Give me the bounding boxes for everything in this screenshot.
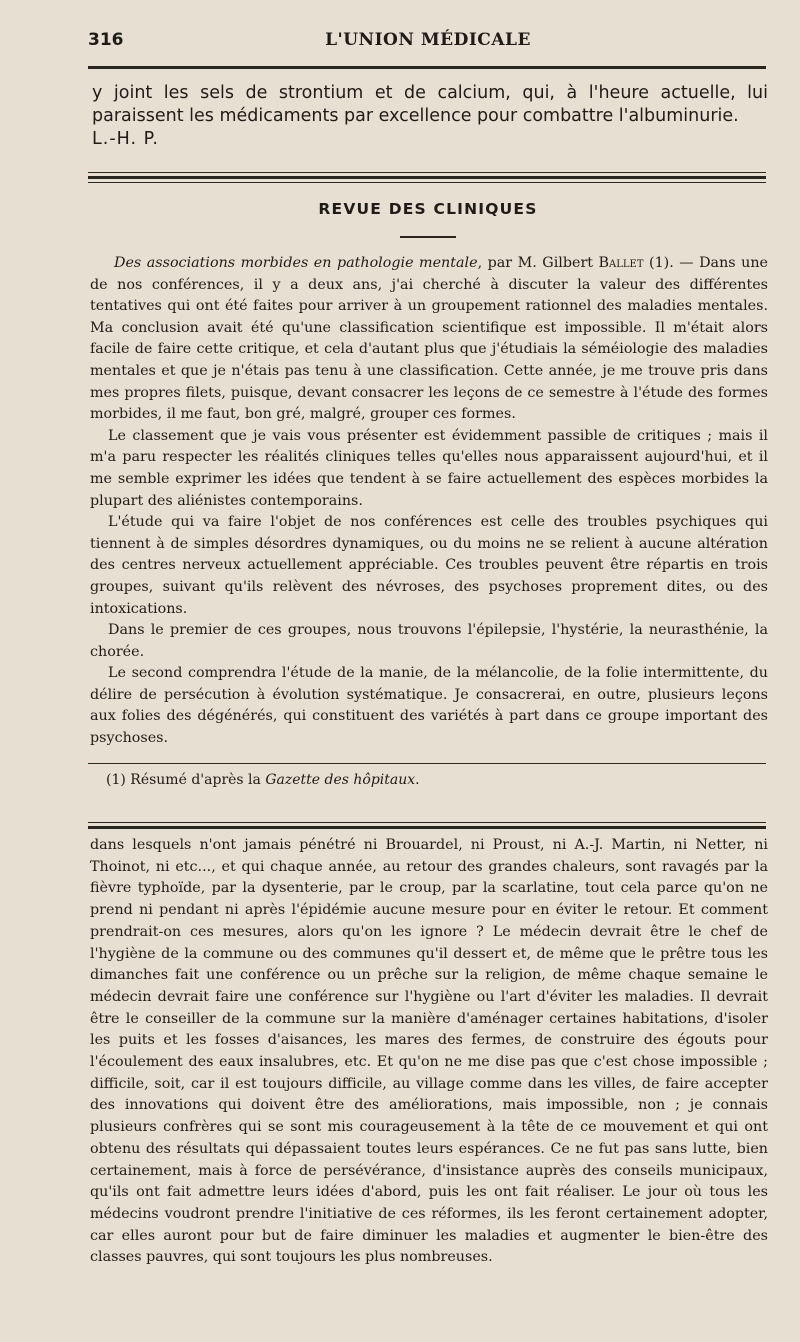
article-paragraph-2: Le classement que je vais vous présenter est évidemment passible de critiques ; mais il m'a paru respecter les réalités cliniques telles qu'elles nous apparaissent aujourd'hui, et il me semble exprimer les idées que tendent à se faire actuellement des espèces morbides la plupart des aliénistes contemporains. (90, 427, 768, 509)
continuation-rule-top (88, 822, 766, 823)
footnote-ref: (1). (643, 255, 674, 271)
article-paragraph-1 (90, 253, 768, 426)
footnote-source: Gazette des hôpitaux (265, 772, 416, 788)
article-paragraph-1-text: — Dans une de nos conférences, il y a deux ans, j'ai cherché à discuter la valeur des différentes tentatives qui ont été faites pour arriver à un groupement rationnel des maladies mentales. Ma conclusion avait été qu'une classification scientifique est impossible. Il m'était alors facile de faire cette critique, et cela d'autant plus que j'étudiais la séméiologie des maladies mentales et que je n'étais pas tenu à une classification. Cette année, je me trouve pris dans mes propres filets, puisque, devant consacrer les leçons de ce semestre à l'étude des formes morbides, il me faut, bon gré, malgré, grouper ces formes. (90, 255, 768, 423)
page-header (88, 30, 768, 60)
article-body (90, 253, 768, 750)
article-title: Des associations morbides en pathologie mentale (114, 255, 478, 271)
lead-text: y joint les sels de strontium et de calcium, qui, à l'heure actuelle, lui paraissent les médicaments par excellence pour combattre l'albuminurie. (92, 83, 768, 126)
footnote-rule (88, 763, 766, 764)
continuation-body (90, 835, 768, 1269)
section-title: REVUE DES CLINIQUES (318, 200, 538, 218)
article-paragraph-4: Dans le premier de ces groupes, nous trouvons l'épilepsie, l'hystérie, la neurasthénie, la chorée. (90, 622, 768, 660)
continuation-paragraph: dans lesquels n'ont jamais pénétré ni Brouardel, ni Proust, ni A.-J. Martin, ni Netter, ni Thoinot, ni etc..., et qui chaque année, au retour des grandes chaleurs, sont ravagés par la fièvre typhoïde, par la dysenterie, par le croup, par la scarlatine, tout cela parce qu'on ne prend ni pendant ni après l'épidémie aucune mesure pour en éviter le retour. Et comment prendrait-on ces mesures, alors qu'on les ignore ? Le médecin devrait être le chef de l'hygiène de la commune ou des communes qu'il dessert et, de même que le prêtre tous les dimanches fait une conférence ou un prêche sur la religion, de même chaque semaine le médecin devrait faire une conférence sur l'hygiène ou l'art d'éviter les maladies. Il devrait être le conseiller de la commune sur la manière d'aménager certaines habitations, d'isoler les puits et les fosses d'aisances, les mares des fermes, de construire des égouts pour l'écoulement des eaux insalubres, etc. Et qu'on ne me dise pas que c'est chose impossible ; difficile, soit, car il est toujours difficile, au village comme dans les villes, de faire accepter des innovations qui doivent être des améliorations, mais impossible, non ; je connais plusieurs confrères qui se sont mis courageusement à la tête de ce mouvement et qui ont obtenu des résultats qui dépassaient toutes leurs espérances. Ce ne fut pas sans lutte, bien certainement, mais à force de persévérance, d'insistance auprès des conseils municipaux, qu'ils ont fait admettre leurs idées d'abord, puis les ont fait réaliser. Le jour où tous les médecins voudront prendre l'initiative de ces réformes, ils les feront certainement adopter, car elles auront pour but de faire diminuer les maladies et augmenter le bien-être des classes pauvres, qui sont toujours les plus nombreuses. (90, 837, 768, 1266)
article-author: Ballet (598, 255, 644, 271)
footnote-prefix: (1) Résumé d'après la (106, 772, 266, 788)
section-rule-bottom (88, 182, 766, 183)
signature: L.-H. P. (92, 129, 159, 149)
lead-paragraph (92, 82, 768, 151)
section-rule-thick (88, 176, 766, 179)
header-rule (88, 66, 766, 69)
section-title-underline (400, 236, 456, 238)
continuation-rule-thick (88, 826, 766, 829)
running-title: L'UNION MÉDICALE (325, 30, 531, 50)
article-paragraph-3: L'étude qui va faire l'objet de nos conférences est celle des troubles psychiques qui tiennent à de simples désordres dynamiques, ou du moins ne se relient à aucune altération des centres nerveux actuellement appréciable. Ces troubles peuvent être répartis en trois groupes, suivant qu'ils relèvent des névroses, des psychoses proprement dites, ou des intoxications. (90, 514, 768, 617)
article-by: , par M. Gilbert (477, 255, 599, 271)
page-number: 316 (88, 30, 124, 50)
footnote (106, 770, 766, 790)
section-rule-top (88, 172, 766, 173)
footnote-suffix: . (415, 772, 420, 788)
article-paragraph-5: Le second comprendra l'étude de la manie, de la mélancolie, de la folie intermittente, du délire de persécution à évolution systématique. Je consacrerai, en outre, plusieurs leçons aux folies des dégénérés, qui constituent des variétés à part dans ce groupe important des psychoses. (90, 665, 768, 747)
